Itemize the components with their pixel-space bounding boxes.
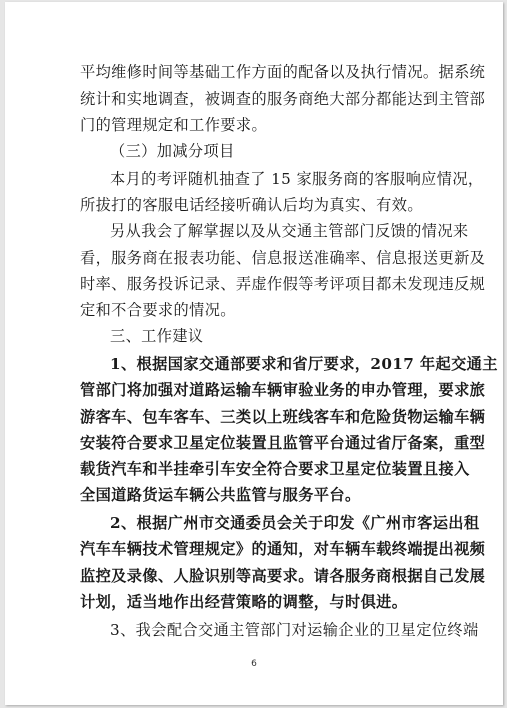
paragraph-line: 门的管理规定和工作要求。	[80, 116, 268, 134]
paragraph-line: 看，服务商在报表功能、信息报送准确率、信息报送更新及	[80, 249, 486, 267]
paragraph-line: 3、我会配合交通主管部门对运输企业的卫星定位终端	[110, 621, 479, 639]
paragraph-line: 定和不合要求的情况。	[80, 301, 236, 319]
paragraph-line: 时率、服务投诉记录、弄虚作假等考评项目都未发现违反规	[80, 275, 486, 293]
page-number: 6	[251, 659, 257, 669]
paragraph-line: （三）加减分项目	[110, 142, 235, 160]
document-page	[5, 2, 503, 705]
paragraph-line: 平均维修时间等基础工作方面的配备以及执行情况。据系统	[80, 63, 486, 81]
paragraph-line: 统计和实地调查，被调查的服务商绝大部分都能达到主管部	[80, 90, 486, 108]
paragraph-line: 安装符合要求卫星定位装置且监管平台通过省厅备案，重型	[80, 434, 486, 452]
paragraph-line: 1、根据国家交通部要求和省厅要求，2017 年起交通主	[110, 355, 498, 373]
paragraph-line: 2、根据广州市交通委员会关于印发《广州市客运出租	[110, 514, 480, 532]
paragraph-line: 全国道路货运车辆公共监管与服务平台。	[80, 486, 361, 504]
paragraph-line: 管部门将加强对道路运输车辆审验业务的申办管理，要求旅	[80, 381, 486, 399]
paragraph-line: 本月的考评随机抽查了 15 家服务商的客服响应情况，	[110, 170, 484, 188]
paragraph-line: 所拔打的客服电话经接听确认后均为真实、有效。	[80, 196, 423, 214]
paragraph-line: 计划，适当地作出经营策略的调整，与时俱进。	[80, 593, 408, 611]
paragraph-line: 游客车、包车客车、三类以上班线客车和危险货物运输车辆	[80, 408, 486, 426]
paragraph-line: 汽车车辆技术管理规定》的通知，对车辆车载终端提出视频	[80, 540, 486, 558]
paragraph-line: 三、工作建议	[110, 327, 204, 345]
paragraph-line: 载货汽车和半挂牵引车安全符合要求卫星定位装置且接入	[80, 460, 470, 478]
paragraph-line: 监控及录像、人脸识别等高要求。请各服务商根据自己发展	[80, 567, 486, 585]
paragraph-line: 另从我会了解掌握以及从交通主管部门反馈的情况来	[110, 222, 469, 240]
